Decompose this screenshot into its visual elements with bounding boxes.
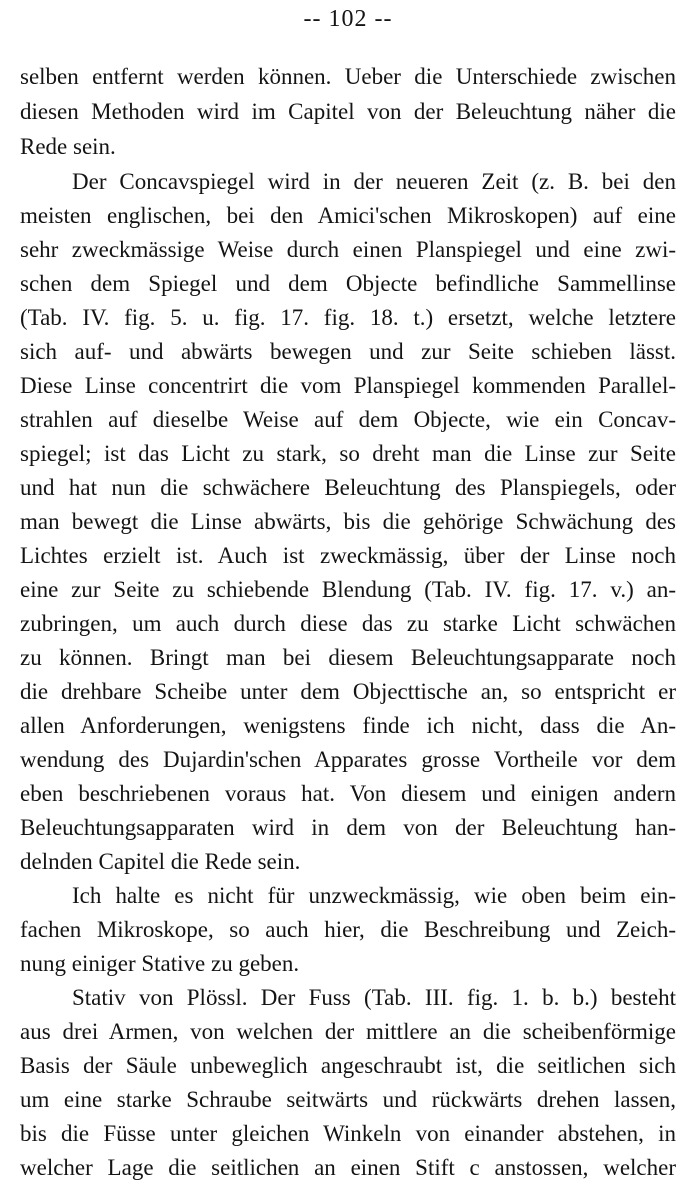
text-line: eben beschriebenen voraus hat. Von diesem und einigen andern: [20, 781, 676, 806]
text-line: Rede sein.: [20, 134, 116, 159]
text-line: und hat nun die schwächere Beleuchtung des Planspiegels, oder: [20, 475, 676, 500]
text-line: sehr zweckmässige Weise durch einen Planspiegel und eine zwi-: [20, 237, 676, 262]
text-line: Lichtes erzielt ist. Auch ist zweckmässig, über der Linse noch: [20, 543, 676, 568]
text-line: zubringen, um auch durch diese das zu starke Licht schwächen: [20, 611, 676, 636]
text-line: selben entfernt werden können. Ueber die Unterschiede zwischen: [20, 64, 676, 89]
text-line: nung einiger Stative zu geben.: [20, 951, 300, 976]
text-line: schen dem Spiegel und dem Objecte befindliche Sammellinse: [20, 271, 676, 296]
text-line: wendung des Dujardin'schen Apparates grosse Vortheile vor dem: [20, 747, 676, 772]
text-line: die drehbare Scheibe unter dem Objecttische an, so entspricht er: [20, 679, 676, 704]
text-line: man bewegt die Linse abwärts, bis die gehörige Schwächung des: [20, 509, 676, 534]
text-line: zu können. Bringt man bei diesem Beleuchtungsapparate noch: [20, 645, 676, 670]
text-line: Diese Linse concentrirt die vom Planspiegel kommenden Parallel-: [20, 373, 676, 398]
text-line: fachen Mikroskope, so auch hier, die Beschreibung und Zeich-: [20, 917, 676, 942]
text-line: Der Concavspiegel wird in der neueren Zeit (z. B. bei den: [72, 169, 676, 194]
text-line: Stativ von Plössl. Der Fuss (Tab. III. fig. 1. b. b.) besteht: [72, 985, 676, 1010]
text-line: spiegel; ist das Licht zu stark, so dreht man die Linse zur Seite: [20, 441, 676, 466]
text-line: Basis der Säule unbeweglich angeschraubt ist, die seitlichen sich: [20, 1053, 676, 1078]
text-line: um eine starke Schraube seitwärts und rückwärts drehen lassen,: [20, 1087, 676, 1112]
text-line: diesen Methoden wird im Capitel von der Beleuchtung näher die: [20, 99, 676, 124]
text-line: bis die Füsse unter gleichen Winkeln von einander abstehen, in: [20, 1121, 676, 1146]
text-line: delnden Capitel die Rede sein.: [20, 849, 301, 874]
text-line: eine zur Seite zu schiebende Blendung (Tab. IV. fig. 17. v.) an-: [20, 577, 676, 602]
text-line: aus drei Armen, von welchen der mittlere an die scheibenförmige: [20, 1019, 676, 1044]
text-line: strahlen auf dieselbe Weise auf dem Objecte, wie ein Concav-: [20, 407, 676, 432]
text-line: (Tab. IV. fig. 5. u. fig. 17. fig. 18. t.) ersetzt, welche letztere: [20, 305, 676, 330]
text-line: meisten englischen, bei den Amici'schen Mikroskopen) auf eine: [20, 203, 676, 228]
text-line: welcher Lage die seitlichen an einen Stift c anstossen, welcher: [20, 1155, 676, 1180]
text-line: Beleuchtungsapparaten wird in dem von der Beleuchtung han-: [20, 815, 676, 840]
text-line: Ich halte es nicht für unzweckmässig, wie oben beim ein-: [72, 883, 676, 908]
page-number-header: -- 102 --: [303, 6, 393, 32]
text-line: allen Anforderungen, wenigstens finde ich nicht, dass die An-: [20, 713, 676, 738]
text-line: sich auf- und abwärts bewegen und zur Seite schieben lässt.: [20, 339, 676, 364]
